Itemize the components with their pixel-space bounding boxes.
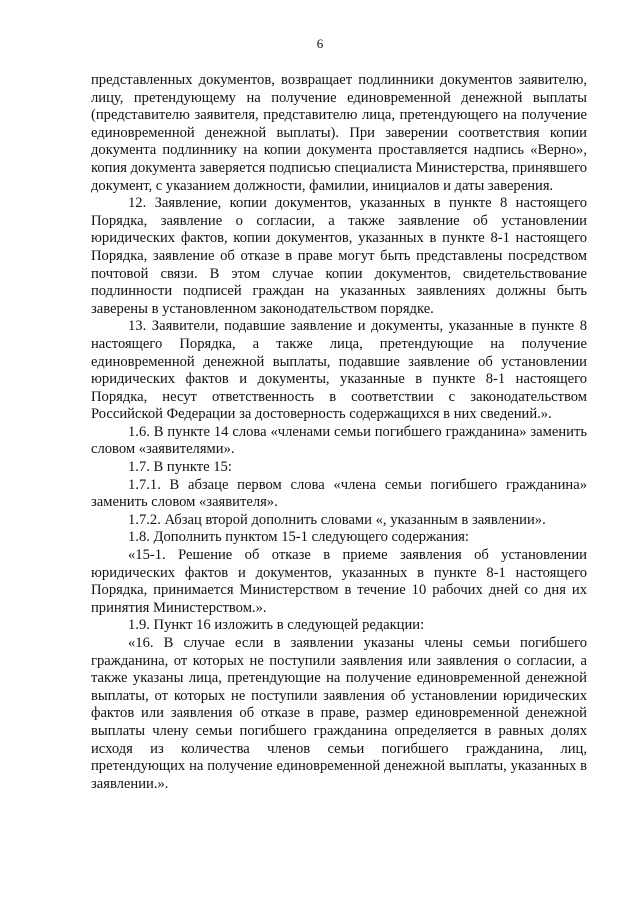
document-body: [91, 72, 587, 793]
paragraph: 13. Заявители, подавшие заявление и документы, указанные в пункте 8 настоящего Порядка, а также лица, претендующие на получение единовременной денежной выплаты, подавшие заявление об установлении юридических фактов и документы, указанные в пункте 8-1 настоящего Порядка, несут ответственность в соответствии с законодательством Российской Федерации за достоверность содержащихся в них сведений.».: [91, 318, 587, 423]
paragraph: 1.6. В пункте 14 слова «членами семьи погибшего гражданина» заменить словом «заявителями».: [91, 423, 587, 458]
paragraph: 1.7. В пункте 15:: [128, 459, 232, 476]
page-number: 6: [316, 36, 324, 51]
paragraph: «16. В случае если в заявлении указаны члены семьи погибшего гражданина, от которых не поступили заявления или заявления о согласии, а также указаны лица, претендующие на получение единовременной денежной выплаты, от которых не поступили заявления об установлении юридических фактов или заявления об отказе в праве, размер единовременной денежной выплаты члену семьи погибшего гражданина определяется в равных долях исходя из количества членов семьи погибшего гражданина, лиц, претендующих на получение единовременной денежной выплаты, указанных в заявлении.».: [91, 635, 587, 792]
paragraph: 1.8. Дополнить пунктом 15-1 следующего содержания:: [128, 529, 470, 546]
paragraph: «15-1. Решение об отказе в приеме заявления об установлении юридических фактов и документов, указанных в пункте 8-1 настоящего Порядка, принимается Министерством в течение 10 рабочих дней со дня их принятия Министерством.».: [91, 547, 587, 616]
paragraph: 1.7.1. В абзаце первом слова «члена семьи погибшего гражданина» заменить словом «заявителя».: [91, 476, 587, 511]
paragraph: 1.7.2. Абзац второй дополнить словами «, указанным в заявлении».: [128, 511, 546, 528]
paragraph: 1.9. Пункт 16 изложить в следующей редакции:: [128, 617, 425, 634]
paragraph: 12. Заявление, копии документов, указанных в пункте 8 настоящего Порядка, заявление о согласии, а также заявление об установлении юридических фактов, копии документов, указанных в пункте 8-1 настоящего Порядка, заявление об отказе в праве могут быть представлены посредством почтовой связи. В этом случае копии документов, свидетельствование подлинности подписей граждан на указанных заявлениях должны быть заверены в установленном законодательством порядке.: [91, 195, 587, 317]
paragraph: представленных документов, возвращает подлинники документов заявителю, лицу, претендующему на получение единовременной денежной выплаты (представителю заявителя, представителю лица, претендующего на получение единовременной денежной выплаты). При заверении соответствия копии документа подлиннику на копии документа проставляется надпись «Верно», копия документа заверяется подписью специалиста Министерства, принявшего документ, с указанием должности, фамилии, инициалов и даты заверения.: [91, 72, 587, 194]
